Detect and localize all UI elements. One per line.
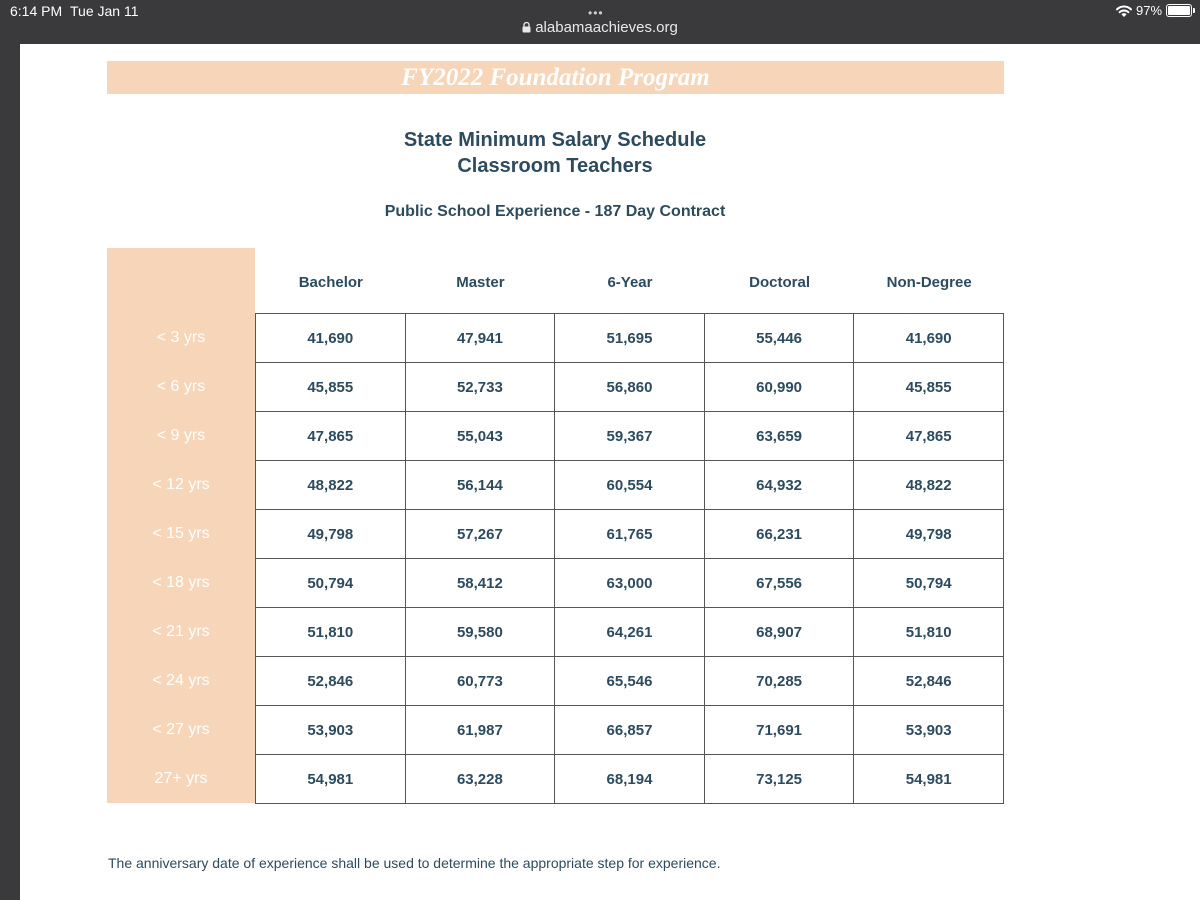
table-cell: 45,855 bbox=[854, 363, 1004, 412]
row-label: < 24 yrs bbox=[152, 672, 210, 689]
table-cell: 60,990 bbox=[704, 363, 854, 412]
table-cell: 50,794 bbox=[854, 559, 1004, 608]
row-label: < 27 yrs bbox=[152, 721, 210, 738]
row-label: < 12 yrs bbox=[152, 476, 210, 493]
program-banner: FY2022 Foundation Program bbox=[107, 61, 1004, 94]
page-title-line1: State Minimum Salary Schedule bbox=[403, 129, 707, 151]
row-label: < 15 yrs bbox=[152, 525, 210, 542]
table-cell: 48,822 bbox=[256, 461, 406, 510]
table-row bbox=[256, 363, 1004, 412]
table-cell: 51,810 bbox=[256, 608, 406, 657]
table-cell: 41,690 bbox=[256, 314, 406, 363]
url-text: alabamaachieves.org bbox=[535, 19, 678, 36]
document-page bbox=[20, 44, 1200, 900]
table-cell: 73,125 bbox=[704, 755, 854, 804]
table-cell: 55,446 bbox=[704, 314, 854, 363]
table-cell: 59,580 bbox=[405, 608, 555, 657]
table-cell: 59,367 bbox=[555, 412, 705, 461]
table-row bbox=[256, 608, 1004, 657]
table-row bbox=[256, 314, 1004, 363]
page-title-line2: Classroom Teachers bbox=[457, 155, 653, 177]
table-cell: 56,860 bbox=[555, 363, 705, 412]
status-bar bbox=[0, 0, 1200, 44]
row-label: < 9 yrs bbox=[156, 427, 206, 444]
table-cell: 66,857 bbox=[555, 706, 705, 755]
column-header-doctoral: Doctoral bbox=[749, 274, 811, 291]
table-cell: 68,907 bbox=[704, 608, 854, 657]
table-cell: 47,865 bbox=[256, 412, 406, 461]
table-cell: 52,846 bbox=[256, 657, 406, 706]
table-cell: 66,231 bbox=[704, 510, 854, 559]
wifi-icon bbox=[1115, 4, 1133, 18]
table-cell: 55,043 bbox=[405, 412, 555, 461]
battery-percent: 97% bbox=[1136, 3, 1163, 18]
table-cell: 60,554 bbox=[555, 461, 705, 510]
table-cell: 65,546 bbox=[555, 657, 705, 706]
table-cell: 63,228 bbox=[405, 755, 555, 804]
table-cell: 48,822 bbox=[854, 461, 1004, 510]
table-row bbox=[256, 510, 1004, 559]
table-cell: 58,412 bbox=[405, 559, 555, 608]
table-cell: 63,659 bbox=[704, 412, 854, 461]
column-header-6-year: 6-Year bbox=[607, 274, 653, 291]
table-cell: 47,865 bbox=[854, 412, 1004, 461]
table-cell: 54,981 bbox=[854, 755, 1004, 804]
table-row bbox=[256, 657, 1004, 706]
table-row bbox=[256, 706, 1004, 755]
page-subtitle: Public School Experience - 187 Day Contract bbox=[384, 203, 726, 220]
table-cell: 54,981 bbox=[256, 755, 406, 804]
table-cell: 50,794 bbox=[256, 559, 406, 608]
table-cell: 63,000 bbox=[555, 559, 705, 608]
table-cell: 57,267 bbox=[405, 510, 555, 559]
table-cell: 60,773 bbox=[405, 657, 555, 706]
battery-icon bbox=[1166, 4, 1192, 17]
table-cell: 52,846 bbox=[854, 657, 1004, 706]
table-row bbox=[256, 461, 1004, 510]
column-header-master: Master bbox=[456, 274, 505, 291]
salary-table bbox=[255, 313, 1004, 804]
table-cell: 56,144 bbox=[405, 461, 555, 510]
lock-icon bbox=[522, 22, 531, 33]
row-label: < 21 yrs bbox=[152, 623, 210, 640]
table-cell: 67,556 bbox=[704, 559, 854, 608]
table-cell: 64,932 bbox=[704, 461, 854, 510]
status-time: 6:14 PM bbox=[10, 3, 63, 19]
table-cell: 45,855 bbox=[256, 363, 406, 412]
table-cell: 70,285 bbox=[704, 657, 854, 706]
table-cell: 61,987 bbox=[405, 706, 555, 755]
row-label: 27+ yrs bbox=[154, 770, 208, 787]
status-date: Tue Jan 11 bbox=[70, 3, 139, 19]
table-cell: 64,261 bbox=[555, 608, 705, 657]
row-label: < 6 yrs bbox=[156, 378, 206, 395]
table-cell: 53,903 bbox=[256, 706, 406, 755]
table-cell: 51,810 bbox=[854, 608, 1004, 657]
table-cell: 47,941 bbox=[405, 314, 555, 363]
table-cell: 51,695 bbox=[555, 314, 705, 363]
column-headers bbox=[256, 274, 1004, 294]
table-row bbox=[256, 559, 1004, 608]
column-header-non-degree: Non-Degree bbox=[886, 274, 972, 291]
footnote: The anniversary date of experience shall be used to determine the appropriate step for experience. bbox=[108, 855, 721, 871]
column-header-bachelor: Bachelor bbox=[298, 274, 363, 291]
row-label: < 3 yrs bbox=[156, 329, 206, 346]
row-label: < 18 yrs bbox=[152, 574, 210, 591]
table-row bbox=[256, 412, 1004, 461]
table-cell: 53,903 bbox=[854, 706, 1004, 755]
table-cell: 49,798 bbox=[256, 510, 406, 559]
table-row bbox=[256, 755, 1004, 804]
table-cell: 52,733 bbox=[405, 363, 555, 412]
table-cell: 68,194 bbox=[555, 755, 705, 804]
address-bar[interactable] bbox=[0, 19, 1200, 36]
table-cell: 61,765 bbox=[555, 510, 705, 559]
more-dots-icon[interactable]: ••• bbox=[588, 6, 604, 20]
table-cell: 41,690 bbox=[854, 314, 1004, 363]
table-cell: 71,691 bbox=[704, 706, 854, 755]
table-cell: 49,798 bbox=[854, 510, 1004, 559]
